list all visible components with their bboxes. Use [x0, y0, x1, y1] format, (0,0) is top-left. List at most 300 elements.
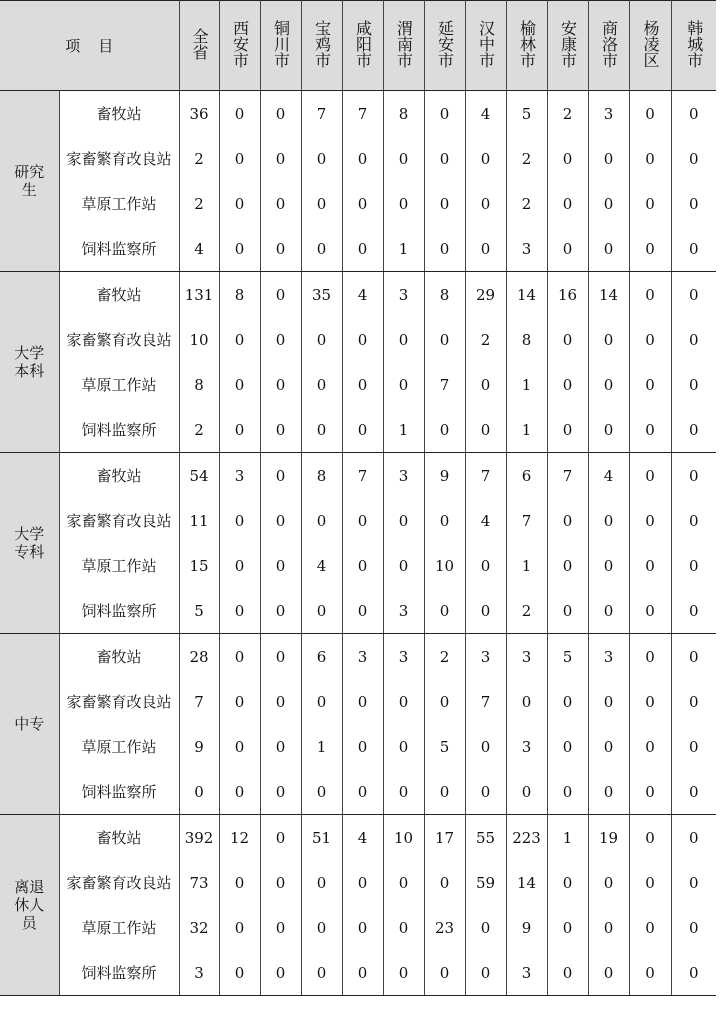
value-cell: 0: [260, 272, 301, 318]
value-cell: 1: [506, 407, 547, 453]
value-cell: 0: [588, 860, 629, 905]
value-cell: 0: [424, 317, 465, 362]
category-cell: 草原工作站: [59, 724, 179, 769]
value-cell: 0: [547, 860, 588, 905]
value-cell: 8: [424, 272, 465, 318]
table-row: [0, 634, 716, 680]
value-cell: 8: [506, 317, 547, 362]
table-row: [0, 679, 716, 724]
value-cell: 0: [671, 91, 716, 137]
value-cell: 0: [383, 769, 424, 815]
group-label: [0, 91, 59, 272]
value-cell: 0: [547, 181, 588, 226]
table-row: [0, 136, 716, 181]
value-cell: 9: [506, 905, 547, 950]
column-header-label: 咸阳市: [353, 19, 373, 68]
value-cell: 0: [260, 226, 301, 272]
value-cell: 12: [219, 815, 260, 861]
column-header-11: [629, 1, 671, 91]
value-cell: 4: [465, 498, 506, 543]
value-cell: 131: [179, 272, 219, 318]
value-cell: 32: [179, 905, 219, 950]
value-cell: 0: [260, 815, 301, 861]
value-cell: 3: [383, 272, 424, 318]
value-cell: 2: [506, 588, 547, 634]
value-cell: 0: [219, 950, 260, 996]
table-row: [0, 543, 716, 588]
value-cell: 1: [301, 724, 342, 769]
value-cell: 0: [547, 407, 588, 453]
value-cell: 2: [465, 317, 506, 362]
value-cell: 0: [219, 362, 260, 407]
group-label-text: 研究生: [14, 163, 45, 199]
value-cell: 1: [383, 407, 424, 453]
value-cell: 0: [301, 226, 342, 272]
table-row: [0, 91, 716, 137]
value-cell: 3: [219, 453, 260, 499]
value-cell: 0: [260, 950, 301, 996]
value-cell: 0: [219, 543, 260, 588]
value-cell: 0: [465, 588, 506, 634]
category-cell: 饲料监察所: [59, 950, 179, 996]
category-cell: 草原工作站: [59, 362, 179, 407]
table-row: [0, 588, 716, 634]
value-cell: 0: [219, 679, 260, 724]
column-header-0: [179, 1, 219, 91]
value-cell: 0: [260, 91, 301, 137]
value-cell: 4: [342, 815, 383, 861]
value-cell: 0: [424, 407, 465, 453]
column-header-9: [547, 1, 588, 91]
value-cell: 14: [506, 860, 547, 905]
category-cell: 饲料监察所: [59, 769, 179, 815]
column-header-label: 汉中市: [476, 19, 496, 68]
value-cell: 7: [342, 91, 383, 137]
value-cell: 0: [588, 769, 629, 815]
table-row: [0, 724, 716, 769]
value-cell: 1: [383, 226, 424, 272]
value-cell: 0: [301, 905, 342, 950]
value-cell: 0: [424, 679, 465, 724]
group-label: [0, 815, 59, 996]
value-cell: 3: [383, 634, 424, 680]
value-cell: 0: [424, 181, 465, 226]
value-cell: 59: [465, 860, 506, 905]
value-cell: 54: [179, 453, 219, 499]
value-cell: 51: [301, 815, 342, 861]
value-cell: 11: [179, 498, 219, 543]
category-cell: 家畜繁育改良站: [59, 317, 179, 362]
group-label-text: 中专: [14, 715, 45, 733]
value-cell: 0: [219, 588, 260, 634]
table-row: [0, 362, 716, 407]
value-cell: 3: [506, 634, 547, 680]
value-cell: 0: [629, 91, 671, 137]
value-cell: 5: [179, 588, 219, 634]
value-cell: 0: [629, 362, 671, 407]
value-cell: 5: [547, 634, 588, 680]
value-cell: 0: [342, 905, 383, 950]
value-cell: 8: [301, 453, 342, 499]
value-cell: 7: [424, 362, 465, 407]
value-cell: 35: [301, 272, 342, 318]
value-cell: 0: [588, 543, 629, 588]
value-cell: 8: [179, 362, 219, 407]
column-header-3: [301, 1, 342, 91]
value-cell: 0: [219, 226, 260, 272]
value-cell: 0: [547, 362, 588, 407]
value-cell: 2: [179, 136, 219, 181]
value-cell: 0: [547, 226, 588, 272]
value-cell: 0: [424, 136, 465, 181]
value-cell: 0: [588, 679, 629, 724]
value-cell: 0: [301, 407, 342, 453]
table-row: [0, 226, 716, 272]
value-cell: 2: [179, 181, 219, 226]
table-row: [0, 498, 716, 543]
table-row: [0, 407, 716, 453]
value-cell: 392: [179, 815, 219, 861]
value-cell: 223: [506, 815, 547, 861]
value-cell: 0: [629, 588, 671, 634]
value-cell: 0: [629, 453, 671, 499]
table-row: [0, 905, 716, 950]
value-cell: 9: [179, 724, 219, 769]
value-cell: 0: [424, 860, 465, 905]
value-cell: 0: [383, 860, 424, 905]
value-cell: 0: [301, 136, 342, 181]
category-cell: 饲料监察所: [59, 588, 179, 634]
column-header-2: [260, 1, 301, 91]
value-cell: 6: [506, 453, 547, 499]
value-cell: 0: [588, 905, 629, 950]
value-cell: 3: [383, 453, 424, 499]
value-cell: 0: [547, 136, 588, 181]
value-cell: 0: [260, 905, 301, 950]
value-cell: 0: [671, 498, 716, 543]
category-cell: 畜牧站: [59, 272, 179, 318]
value-cell: 6: [301, 634, 342, 680]
value-cell: 0: [301, 317, 342, 362]
value-cell: 0: [260, 136, 301, 181]
value-cell: 8: [219, 272, 260, 318]
value-cell: 0: [671, 905, 716, 950]
value-cell: 0: [465, 769, 506, 815]
category-cell: 家畜繁育改良站: [59, 679, 179, 724]
value-cell: 0: [588, 136, 629, 181]
value-cell: 0: [465, 407, 506, 453]
category-cell: 草原工作站: [59, 905, 179, 950]
value-cell: 0: [383, 181, 424, 226]
value-cell: 0: [342, 543, 383, 588]
value-cell: 0: [465, 136, 506, 181]
value-cell: 0: [629, 815, 671, 861]
column-header-label: 榆林市: [517, 19, 537, 68]
value-cell: 0: [342, 407, 383, 453]
value-cell: 0: [465, 226, 506, 272]
value-cell: 2: [506, 136, 547, 181]
column-header-label: 全省: [190, 27, 210, 60]
value-cell: 0: [547, 543, 588, 588]
value-cell: 15: [179, 543, 219, 588]
table-row: [0, 453, 716, 499]
value-cell: 0: [547, 724, 588, 769]
value-cell: 0: [671, 769, 716, 815]
value-cell: 3: [506, 950, 547, 996]
value-cell: 0: [671, 950, 716, 996]
value-cell: 0: [219, 317, 260, 362]
value-cell: 0: [465, 181, 506, 226]
value-cell: 0: [260, 453, 301, 499]
value-cell: 0: [671, 634, 716, 680]
value-cell: 0: [547, 588, 588, 634]
value-cell: 0: [629, 317, 671, 362]
value-cell: 4: [342, 272, 383, 318]
table-row: [0, 769, 716, 815]
value-cell: 3: [506, 724, 547, 769]
value-cell: 0: [260, 679, 301, 724]
column-header-6: [424, 1, 465, 91]
value-cell: 0: [219, 634, 260, 680]
value-cell: 0: [588, 181, 629, 226]
column-header-label: 安康市: [558, 19, 578, 68]
value-cell: 3: [342, 634, 383, 680]
value-cell: 0: [588, 950, 629, 996]
value-cell: 10: [383, 815, 424, 861]
column-header-label: 西安市: [230, 19, 250, 68]
item-header-label: 项目: [65, 36, 132, 55]
group-label-text: 大学本科: [14, 344, 45, 380]
category-cell: 草原工作站: [59, 181, 179, 226]
group-label-text: 大学专科: [14, 525, 45, 561]
value-cell: 0: [547, 498, 588, 543]
column-header-label: 韩城市: [684, 19, 704, 68]
value-cell: 0: [342, 181, 383, 226]
value-cell: 0: [301, 860, 342, 905]
value-cell: 0: [260, 724, 301, 769]
value-cell: 0: [383, 498, 424, 543]
value-cell: 0: [342, 679, 383, 724]
column-header-label: 渭南市: [394, 19, 414, 68]
value-cell: 7: [179, 679, 219, 724]
value-cell: 0: [629, 407, 671, 453]
value-cell: 0: [671, 407, 716, 453]
column-header-7: [465, 1, 506, 91]
value-cell: 0: [671, 724, 716, 769]
value-cell: 0: [260, 543, 301, 588]
value-cell: 7: [465, 679, 506, 724]
value-cell: 0: [219, 181, 260, 226]
value-cell: 0: [424, 769, 465, 815]
value-cell: 0: [342, 724, 383, 769]
value-cell: 14: [506, 272, 547, 318]
value-cell: 0: [301, 679, 342, 724]
value-cell: 0: [671, 226, 716, 272]
value-cell: 7: [547, 453, 588, 499]
value-cell: 0: [424, 950, 465, 996]
group-label: [0, 272, 59, 453]
value-cell: 0: [301, 588, 342, 634]
value-cell: 3: [506, 226, 547, 272]
value-cell: 29: [465, 272, 506, 318]
value-cell: 0: [547, 679, 588, 724]
value-cell: 0: [219, 91, 260, 137]
value-cell: 2: [179, 407, 219, 453]
value-cell: 0: [629, 226, 671, 272]
table-row: [0, 272, 716, 318]
value-cell: 0: [383, 724, 424, 769]
value-cell: 0: [629, 272, 671, 318]
value-cell: 0: [219, 769, 260, 815]
value-cell: 0: [342, 950, 383, 996]
value-cell: 0: [588, 226, 629, 272]
value-cell: 0: [465, 362, 506, 407]
value-cell: 0: [547, 905, 588, 950]
value-cell: 0: [671, 543, 716, 588]
value-cell: 0: [629, 905, 671, 950]
column-header-8: [506, 1, 547, 91]
value-cell: 0: [219, 407, 260, 453]
value-cell: 0: [424, 226, 465, 272]
value-cell: 0: [465, 905, 506, 950]
category-cell: 家畜繁育改良站: [59, 860, 179, 905]
category-cell: 畜牧站: [59, 634, 179, 680]
value-cell: 7: [342, 453, 383, 499]
category-cell: 饲料监察所: [59, 226, 179, 272]
value-cell: 0: [588, 724, 629, 769]
value-cell: 0: [588, 362, 629, 407]
value-cell: 0: [629, 860, 671, 905]
value-cell: 0: [260, 317, 301, 362]
value-cell: 0: [260, 407, 301, 453]
group-label-text: 离退休人员: [14, 878, 45, 932]
value-cell: 3: [588, 91, 629, 137]
value-cell: 9: [424, 453, 465, 499]
value-cell: 0: [301, 498, 342, 543]
value-cell: 0: [629, 769, 671, 815]
column-header-4: [342, 1, 383, 91]
value-cell: 0: [342, 362, 383, 407]
value-cell: 0: [465, 724, 506, 769]
value-cell: 0: [260, 181, 301, 226]
value-cell: 14: [588, 272, 629, 318]
value-cell: 0: [588, 317, 629, 362]
value-cell: 19: [588, 815, 629, 861]
value-cell: 0: [671, 181, 716, 226]
value-cell: 0: [671, 272, 716, 318]
value-cell: 0: [342, 317, 383, 362]
value-cell: 0: [342, 860, 383, 905]
value-cell: 0: [506, 769, 547, 815]
category-cell: 家畜繁育改良站: [59, 136, 179, 181]
value-cell: 1: [506, 543, 547, 588]
value-cell: 4: [465, 91, 506, 137]
value-cell: 1: [547, 815, 588, 861]
value-cell: 0: [342, 136, 383, 181]
value-cell: 0: [301, 362, 342, 407]
value-cell: 0: [219, 136, 260, 181]
value-cell: 0: [588, 498, 629, 543]
value-cell: 0: [424, 588, 465, 634]
header-row: [0, 1, 716, 91]
value-cell: 0: [179, 769, 219, 815]
value-cell: 0: [671, 317, 716, 362]
value-cell: 2: [506, 181, 547, 226]
value-cell: 2: [547, 91, 588, 137]
column-header-10: [588, 1, 629, 91]
value-cell: 0: [629, 498, 671, 543]
value-cell: 0: [260, 498, 301, 543]
category-cell: 草原工作站: [59, 543, 179, 588]
value-cell: 3: [588, 634, 629, 680]
column-header-label: 杨凌区: [641, 19, 661, 68]
value-cell: 0: [342, 588, 383, 634]
value-cell: 0: [260, 634, 301, 680]
group-label: [0, 634, 59, 815]
value-cell: 0: [219, 905, 260, 950]
value-cell: 0: [260, 588, 301, 634]
value-cell: 0: [260, 769, 301, 815]
value-cell: 0: [629, 950, 671, 996]
value-cell: 0: [671, 815, 716, 861]
value-cell: 0: [301, 950, 342, 996]
table-row: [0, 860, 716, 905]
value-cell: 0: [424, 91, 465, 137]
value-cell: 0: [383, 543, 424, 588]
column-header-label: 延安市: [435, 19, 455, 68]
value-cell: 0: [383, 136, 424, 181]
value-cell: 0: [671, 588, 716, 634]
value-cell: 0: [342, 769, 383, 815]
category-cell: 家畜繁育改良站: [59, 498, 179, 543]
value-cell: 0: [383, 362, 424, 407]
value-cell: 55: [465, 815, 506, 861]
category-cell: 畜牧站: [59, 815, 179, 861]
value-cell: 0: [629, 181, 671, 226]
value-cell: 7: [506, 498, 547, 543]
table-row: [0, 181, 716, 226]
value-cell: 0: [629, 543, 671, 588]
value-cell: 0: [424, 498, 465, 543]
value-cell: 5: [424, 724, 465, 769]
value-cell: 0: [629, 724, 671, 769]
column-header-1: [219, 1, 260, 91]
value-cell: 0: [383, 679, 424, 724]
value-cell: 0: [383, 905, 424, 950]
value-cell: 0: [383, 317, 424, 362]
value-cell: 0: [219, 724, 260, 769]
value-cell: 0: [342, 498, 383, 543]
value-cell: 4: [179, 226, 219, 272]
table-body: [0, 91, 716, 996]
value-cell: 4: [301, 543, 342, 588]
value-cell: 5: [506, 91, 547, 137]
column-header-5: [383, 1, 424, 91]
value-cell: 7: [465, 453, 506, 499]
value-cell: 4: [588, 453, 629, 499]
category-cell: 畜牧站: [59, 453, 179, 499]
value-cell: 3: [383, 588, 424, 634]
table-row: [0, 317, 716, 362]
value-cell: 0: [260, 362, 301, 407]
value-cell: 3: [465, 634, 506, 680]
value-cell: 10: [179, 317, 219, 362]
column-header-label: 铜川市: [271, 19, 291, 68]
value-cell: 0: [629, 136, 671, 181]
value-cell: 0: [547, 317, 588, 362]
value-cell: 0: [301, 769, 342, 815]
value-cell: 0: [629, 634, 671, 680]
